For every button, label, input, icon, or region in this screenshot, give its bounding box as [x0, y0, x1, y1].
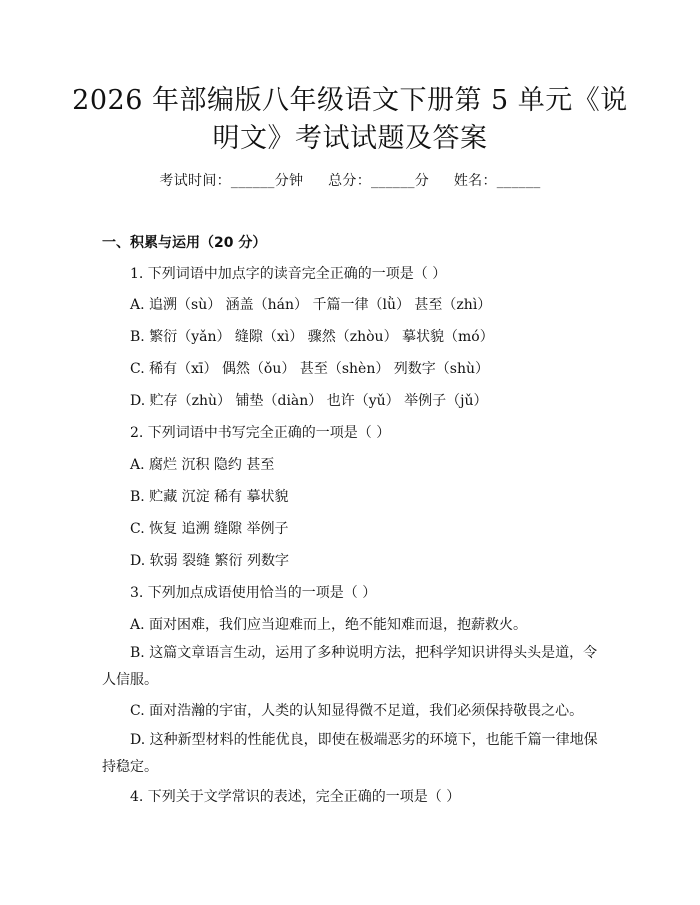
exam-name: 姓名：______ [453, 173, 541, 189]
q1-option-a: A. 追溯（sù） 涵盖（hán） 千篇一律（lǜ） 甚至（zhì） [130, 297, 492, 313]
q1-option-c: C. 稀有（xī） 偶然（ǒu） 甚至（shèn） 列数字（shù） [130, 361, 490, 377]
q2-option-c: C. 恢复 追溯 缝隙 举例子 [130, 521, 289, 537]
q3-option-a: A. 面对困难，我们应当迎难而上，绝不能知难而退，抱薪救火。 [130, 617, 528, 633]
q2-stem: 2. 下列词语中书写完全正确的一项是（ ） [130, 425, 391, 441]
exam-meta [0, 170, 700, 190]
q1-option-b: B. 繁衍（yǎn） 缝隙（xì） 骤然（zhòu） 摹状貌（mó） [130, 329, 494, 345]
exam-score: 总分：______分 [328, 173, 430, 189]
q2-option-d: D. 软弱 裂缝 繁衍 列数字 [130, 553, 289, 569]
q3-option-c: C. 面对浩瀚的宇宙，人类的认知显得微不足道，我们必须保持敬畏之心。 [130, 703, 584, 719]
exam-time: 考试时间：______分钟 [159, 173, 304, 189]
q2-option-a: A. 腐烂 沉积 隐约 甚至 [130, 457, 275, 473]
q3-option-d: D. 这种新型材料的性能优良，即使在极端恶劣的环境下，也能千篇一律地保持稳定。 [102, 732, 598, 775]
title-line-2: 明文》考试试题及答案 [212, 123, 488, 154]
q1-option-d: D. 贮存（zhù） 铺垫（diàn） 也许（yǔ） 举例子（jǔ） [130, 393, 488, 409]
q1-stem: 1. 下列词语中加点字的读音完全正确的一项是（ ） [130, 266, 447, 282]
q3-stem: 3. 下列加点成语使用恰当的一项是（ ） [130, 585, 377, 601]
page-title [60, 82, 640, 158]
q3-option-b: B. 这篇文章语言生动，运用了多种说明方法，把科学知识讲得头头是道，令人信服。 [102, 645, 598, 688]
q4-stem: 4. 下列关于文学常识的表述，完全正确的一项是（ ） [130, 789, 461, 805]
section-heading: 一、积累与运用（20 分） [102, 235, 267, 251]
title-line-1: 2026 年部编版八年级语文下册第 5 单元《说 [72, 85, 628, 116]
q2-option-b: B. 贮藏 沉淀 稀有 摹状貌 [130, 489, 289, 505]
